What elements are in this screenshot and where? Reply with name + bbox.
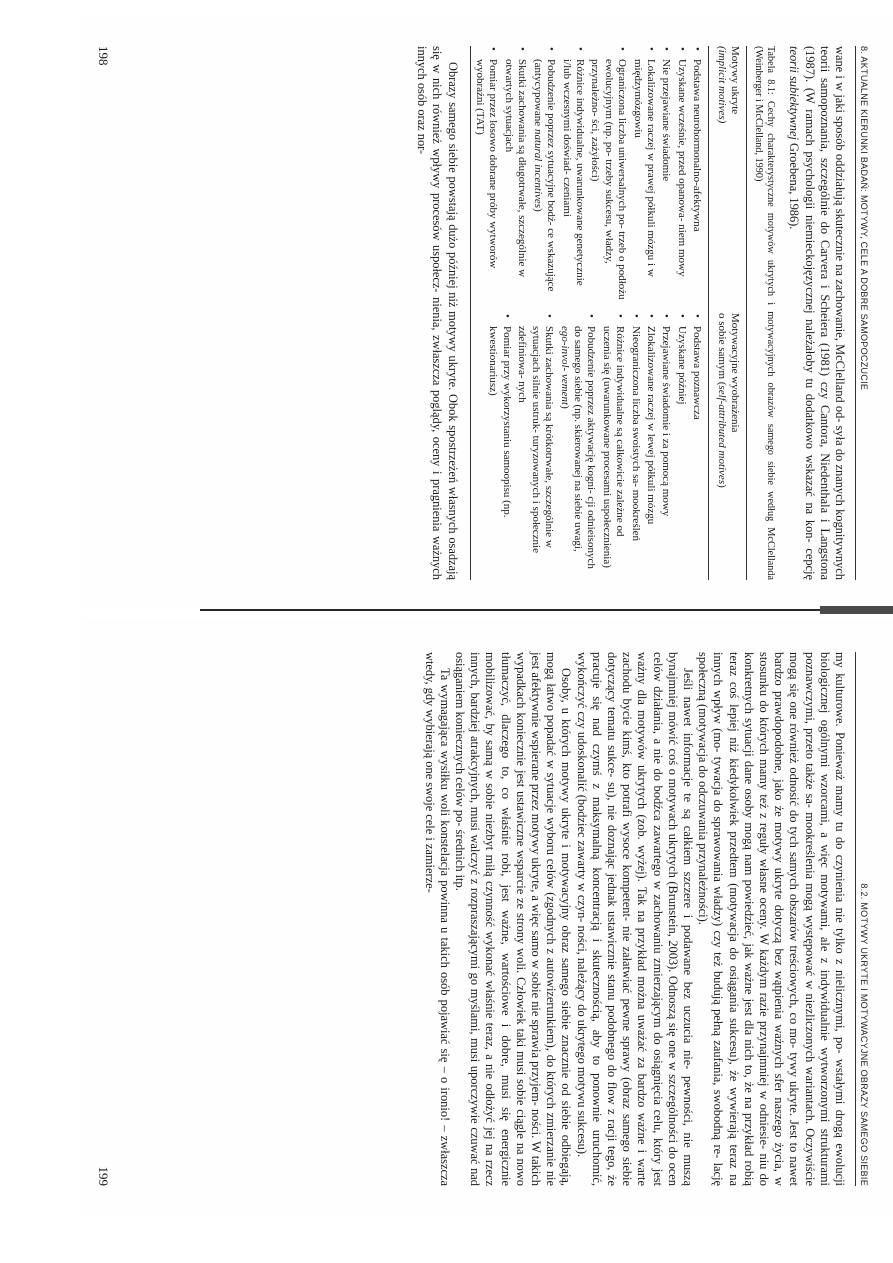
list-item: • Skutki zachowania są krótkotrwałe, szczególnie w sytuacjach silnie ustruk- turyzowanych i społecznie zdefiniowa- nych xyxy=(515,324,555,572)
col1-header-line1: Motywy ukryte xyxy=(729,46,741,115)
list-item: • Zlokalizowane raczej w lewej półkuli mózgu xyxy=(644,324,657,572)
paragraph: my kulturowe. Ponieważ mamy tu do czynienia nie tylko z nielicznymi, po- wstałymi drogą ewolucji biologicznej ogólnymi wzorcami, a więc motywami, ale z indywidualnie wytworzonymi strukturami poznawczymi, przeto także sa- mookreślenia mogą występować w niezliczonych wariantach. Oczywiście mogą się one również odnosić do tych samych obszarów treściowych, co mo- tywy ukryte. Jest to nawet bardzo prawdopodobne, jako że motywy ukryte dotyczą bez wątpienia ważnych sfer naszego życia, w stosunku do których mamy też z reguły własne oceny. W każdym razie przynajmniej w odniesie- niu do konkretnych sytuacji dane osoby mogą nam powiedzieć, jak ważne jest dla nich to, że na przykład robią teraz coś lepiej niż kiedykolwiek przedtem (motywacja do osiągania sukcesu), że wywierają teraz na innych wpływ (mo- tywacja do sprawowania władzy) czy też budują pełną zaufania, swobodną re- lację społeczną (motywacja do odczuwania przynależności). xyxy=(696,652,847,1186)
col1-item7-end: ) xyxy=(531,208,544,212)
list-item: • Uzyskane później xyxy=(674,324,687,572)
page-198 xyxy=(81,14,893,610)
col1-header xyxy=(709,46,747,313)
col2-cell xyxy=(470,313,709,580)
list-item: • Pomiar przez losowo dobrane próby wytworów wyobraźni (TAT) xyxy=(473,57,500,305)
col2-list xyxy=(486,313,703,572)
col1-list xyxy=(473,46,704,305)
book-gutter xyxy=(0,604,893,616)
col1-cell xyxy=(470,46,709,313)
table-caption: Tabela 8.1: Cechy charakterystyczne motywów ukrytych i motywacyjnych obrazów samego siebie według McClellanda (Weinberger i McClelland, 1990) xyxy=(752,46,777,580)
list-item xyxy=(530,57,557,305)
col2-item7-end: ) xyxy=(558,405,571,409)
list-item: • Lokalizowane raczej w prawej półkuli mózgu i w międzymózgowiu xyxy=(630,57,657,305)
intro-italic: teorii subiektywnej xyxy=(787,46,802,140)
list-item: • Różnice indywidualne, uwarunkowane genetycznie i/lub wczesnymi doświad- czeniami xyxy=(559,57,586,305)
list-item: • Przejawiane świadomie i za pomocą mowy xyxy=(659,324,672,572)
list-item: • Podstawa poznawcza xyxy=(690,324,703,572)
intro-text-1: wane i w jaki sposób oddziałują skutecznie na zachowanie, McClelland od- syła do znanych kognitywnych teorii samopoznania, szczególnie do Carvera i Scheiera (1981) czy Cantora, Niedenthala i Langstona (1987). (W ramach psychologii niemieckojęzycznej należałoby tu dodatkowo wskazać na kon- cepcję xyxy=(802,46,847,580)
list-item xyxy=(557,324,597,572)
paragraph: Osoby, u których motywy ukryte i motywacyjny obraz samego siebie znacznie od siebie odbiegają, mogą łatwo popadać w sytuacje wyboru celów (zgodnych z autowizerunkiem), do których zmierzanie nie jest afektywnie wspierane przez motywy ukryte, a więc samo w sobie nie sprawia przyjem- ności. W takich wypadkach koniecznie jest ustawiczne wsparcie ze strony woli. Człowiek taki musi sobie ciągle na nowo tłumaczyć, dlaczego to, co właśnie robi, jest ważne, wartościowe i dobre, musi się energicznie mobilizować, by samą w sobie niezbyt miłą czynność wykonać właśnie teraz, a nie odłożyć jej na rzecz innych, bardziej atrakcyjnych, musi walczyć z rozpraszającymi go myślami, musi uporczywie czuwać nad osiąganiem koniecznych celów po- średnich itp. xyxy=(452,652,574,1186)
gutter-shadow xyxy=(820,606,893,614)
motives-table xyxy=(470,46,747,580)
col2-header-end: ) xyxy=(715,484,728,488)
col2-item7-plain: Pobudzenie poprzez aktywację kogni- cji odnieisonych do samego siebie (np. skierowanej na siebie uwagi, xyxy=(571,326,598,569)
col1-header-line2: (implicit motives) xyxy=(715,46,728,124)
col2-header-italic: self-attributed motives xyxy=(715,385,728,485)
list-item: • Podstawa neurohormonalno-afektywna xyxy=(690,57,703,305)
running-head xyxy=(855,46,869,580)
list-item: • Skutki zachowania są długotrwałe, szczególnie w otwartych sytuacjach xyxy=(502,57,529,305)
page-number: 198 xyxy=(96,46,111,66)
col2-item7-italic: ego-invol- vement xyxy=(558,326,571,406)
col2-header xyxy=(709,313,747,580)
running-head-title: 8. AKTUALNE KIERUNKI BADAŃ: MOTYWY, CELE A DOBRE SAMOPOCZUCIE xyxy=(859,46,869,391)
gutter-line xyxy=(200,609,893,611)
page-199 xyxy=(81,620,893,1216)
list-item: • Różnice indywidualne są całkowicie zależne od uczenia się (uwarunkowane procesami uspołecznienia) xyxy=(599,324,626,572)
paragraph: Ta wymagająca wysiłku woli konstelacja powinna u takich osób pojawiać się – o ironio! – zwłaszcza wtedy, gdy wybierają one swoje cele i zamierze- xyxy=(422,652,452,1186)
list-item: • Nieograniczona liczba swoistych sa- mookreśleń xyxy=(628,324,641,572)
running-head xyxy=(855,652,869,1186)
intro-paragraph xyxy=(786,46,847,580)
col2-header-line1: Motywacyjne wyobrażenia xyxy=(729,313,741,433)
page-number: 199 xyxy=(96,1166,111,1186)
col1-item7-plain: Pobudzenie poprzez sytuacyjne bodź- ce wskazujące (antycypowane xyxy=(531,59,558,292)
running-head-title: 8.2. MOTYWY UKRYTE I MOTYWACYJNE OBRAZY SAMEGO SIEBIE xyxy=(859,883,869,1186)
paragraph: Jeśli nawet informacje te są całkiem szczere i podawane bez uczucia nie- pewności, nie muszą bynajmniej mówić coś o motywach ukrytych (Brunstein, 2003). Odnoszą się one w szczególności do ocen celów działania, a nie do bodźca zawartego w zachowaniu zmierzającym do osiągnięcia celu, który jest ważny dla motywów ukrytych (zob. wyżej). Tak na przykład można uważać za bardzo ważne i warte zachodu bycie kimś, kto potrafi wysoce kompetent- nie załatwiać pewne sprawy (obraz samego siebie dotyczący tematu sukce- su), nie doznając jednak ustawicznie stanu podobnego do flow z racji tego, że pracuje się nad czymś z maksymalną koncentracją i skutecznością, aby to ponownie uruchomić, wykończyć czy udoskonalić (bodziec zawarty w czyn- ności, należący do ukrytego motywu sukcesu). xyxy=(574,652,695,1186)
col1-item7-italic: natural incentives xyxy=(531,128,544,209)
list-item: • Uzyskane wcześnie, przed opanowa- niem mowy xyxy=(674,57,687,305)
list-item: • Ograniczona liczba uniwersalnych po- trzeb o podłożu ewolucyjnym (np. po- trzeby sukcesu, władzy, przynależno- ści, zażyłości) xyxy=(588,57,628,305)
closing-paragraph: Obrazy samego siebie powstają dużo później niż motywy ukryte. Obok spostrzeżeń własnych osadzają się w nich również wpływy procesów uspołecz- nienia, zwłaszcza poglądy, oceny i pragnienia ważnych innych osób oraz nor- xyxy=(415,46,460,580)
list-item: • Nie przejawiane świadomie xyxy=(659,57,672,305)
col2-header-plain: o sobie samym ( xyxy=(715,313,728,386)
list-item: • Pomiar przy wykorzystaniu samoopisu (np. kwestionariusz) xyxy=(486,324,513,572)
intro-text-2: Groebena, 1986). xyxy=(787,139,802,230)
